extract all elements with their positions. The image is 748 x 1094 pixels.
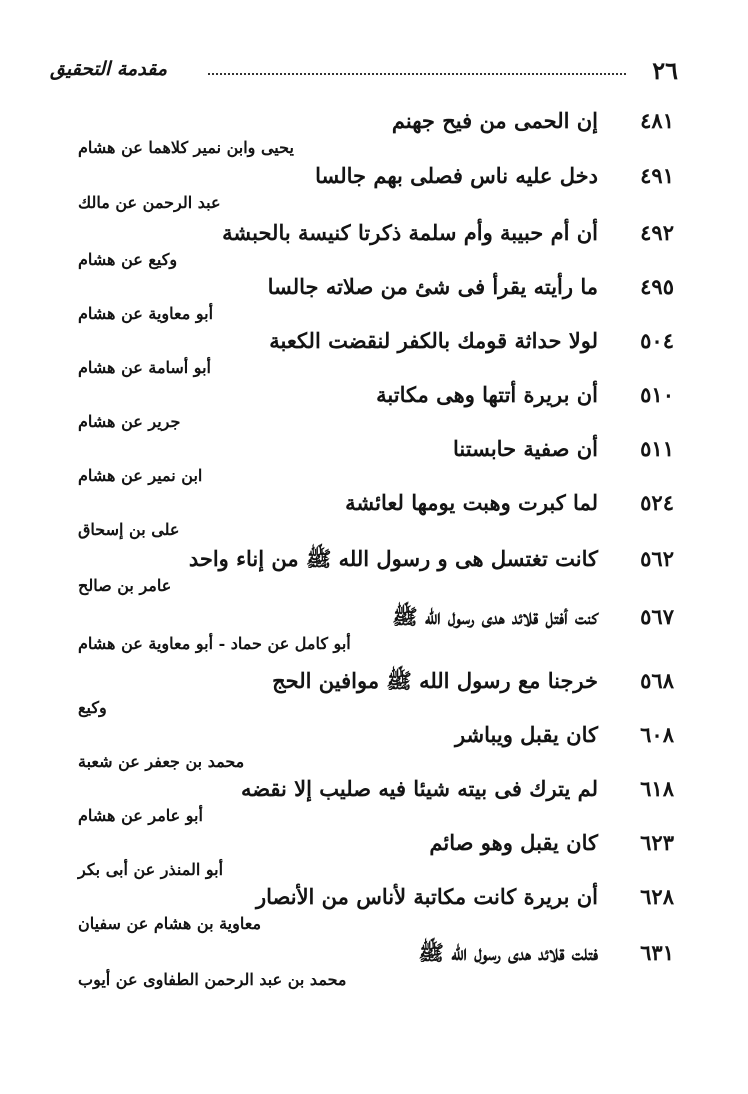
- hadith-source: [78, 520, 418, 539]
- running-title: مقدمة التحقيق: [50, 58, 167, 80]
- hadith-entry: [0, 490, 748, 546]
- hadith-text: لم يترك فى بيته شيئا فيه صليب إلا نقضه: [240, 776, 598, 801]
- hadith-source: [78, 466, 418, 485]
- hadith-source-text: أبو أسامة عن هشام: [78, 358, 211, 377]
- hadith-source-text: عامر بن صالح: [78, 576, 172, 595]
- hadith-source: [78, 193, 418, 212]
- hadith-text: لولا حداثة قومك بالكفر لنقضت الكعبة: [269, 328, 598, 353]
- hadith-entry: [0, 436, 748, 492]
- hadith-entry: [0, 274, 748, 330]
- hadith-source: [78, 914, 418, 933]
- hadith-text: أن بريرة أتتها وهى مكاتبة: [376, 382, 598, 407]
- hadith-text: أن صفية حابستنا: [453, 436, 598, 461]
- hadith-number: ٦٣١: [640, 940, 674, 965]
- hadith-text: إن الحمى من فيح جهنم: [391, 108, 598, 133]
- hadith-source-text: أبو المنذر عن أبى بكر: [78, 860, 224, 879]
- hadith-source-text: وكيع: [78, 698, 107, 717]
- hadith-source: [78, 576, 418, 595]
- hadith-source: [78, 138, 418, 157]
- hadith-entry: [0, 884, 748, 940]
- hadith-source: [78, 634, 418, 653]
- hadith-number: ٦٢٣: [640, 830, 674, 855]
- page-number: ٢٦: [652, 56, 678, 85]
- hadith-number: ٥٦٨: [640, 668, 674, 693]
- hadith-source-text: عبد الرحمن عن مالك: [78, 193, 221, 212]
- hadith-source: [78, 304, 418, 323]
- hadith-number: ٥٢٤: [640, 490, 674, 515]
- hadith-source-text: أبو معاوية عن هشام: [78, 304, 214, 323]
- hadith-source-text: يحيى وابن نمير كلاهما عن هشام: [78, 138, 294, 157]
- hadith-number: ٥٠٤: [640, 328, 674, 353]
- hadith-source: [78, 358, 418, 377]
- hadith-source-text: وكيع عن هشام: [78, 250, 178, 269]
- hadith-entry: [0, 940, 748, 996]
- hadith-source-text: محمد بن عبد الرحمن الطفاوى عن أيوب: [78, 970, 347, 989]
- page-header: [50, 56, 680, 90]
- hadith-entry: [0, 830, 748, 886]
- hadith-entry: [0, 382, 748, 438]
- hadith-entry: [0, 776, 748, 832]
- hadith-source-text: ابن نمير عن هشام: [78, 466, 203, 485]
- hadith-text: كانت تغتسل هى و رسول الله ﷺ من إناء واحد: [188, 546, 598, 571]
- hadith-source-text: محمد بن جعفر عن شعبة: [78, 752, 245, 771]
- hadith-source: [78, 752, 418, 771]
- hadith-number: ٥١٠: [640, 382, 674, 407]
- hadith-entry: [0, 220, 748, 276]
- hadith-number: ٤٩١: [640, 163, 674, 188]
- hadith-number: ٤٩٢: [640, 220, 674, 245]
- hadith-entry: [0, 328, 748, 384]
- hadith-source: [78, 250, 418, 269]
- hadith-number: ٦١٨: [640, 776, 674, 801]
- hadith-source: [78, 970, 418, 989]
- hadith-source-text: أبو عامر عن هشام: [78, 806, 203, 825]
- hadith-entry: [0, 722, 748, 778]
- hadith-number: ٦٢٨: [640, 884, 674, 909]
- hadith-entry: [0, 604, 748, 660]
- hadith-text: ما رأيته يقرأ فى شئ من صلاته جالسا: [267, 274, 598, 299]
- hadith-source: [78, 698, 418, 717]
- hadith-text: دخل عليه ناس فصلى بهم جالسا: [315, 163, 598, 188]
- hadith-source: [78, 860, 418, 879]
- hadith-text: أن بريرة كانت مكاتبة لأناس من الأنصار: [255, 884, 598, 909]
- hadith-number: ٥٦٧: [640, 604, 674, 629]
- hadith-entry: [0, 546, 748, 602]
- hadith-text: كان يقبل ويباشر: [454, 722, 598, 747]
- hadith-number: ٦٠٨: [640, 722, 674, 747]
- hadith-source-text: أبو كامل عن حماد - أبو معاوية عن هشام: [78, 634, 351, 653]
- hadith-number: ٥١١: [640, 436, 674, 461]
- hadith-source-text: معاوية بن هشام عن سفيان: [78, 914, 262, 933]
- hadith-text: فتلت قلائد هدى رسول الله ﷺ: [418, 940, 598, 965]
- hadith-text: لما كبرت وهبت يومها لعائشة: [345, 490, 598, 515]
- hadith-entry: [0, 163, 748, 219]
- hadith-source: [78, 412, 418, 431]
- hadith-source: [78, 806, 418, 825]
- hadith-text: كان يقبل وهو صائم: [429, 830, 598, 855]
- header-divider: [208, 73, 626, 75]
- hadith-text: خرجنا مع رسول الله ﷺ موافين الحج: [272, 668, 598, 693]
- hadith-number: ٥٦٢: [640, 546, 674, 571]
- hadith-entry: [0, 668, 748, 724]
- hadith-entry: [0, 108, 748, 164]
- hadith-text: كنت أفتل قلائد هدى رسول الله ﷺ: [392, 604, 598, 629]
- hadith-number: ٤٩٥: [640, 274, 674, 299]
- hadith-text: أن أم حبيبة وأم سلمة ذكرتا كنيسة بالحبشة: [222, 220, 598, 245]
- hadith-source-text: على بن إسحاق: [78, 520, 180, 539]
- hadith-source-text: جرير عن هشام: [78, 412, 181, 431]
- hadith-number: ٤٨١: [640, 108, 674, 133]
